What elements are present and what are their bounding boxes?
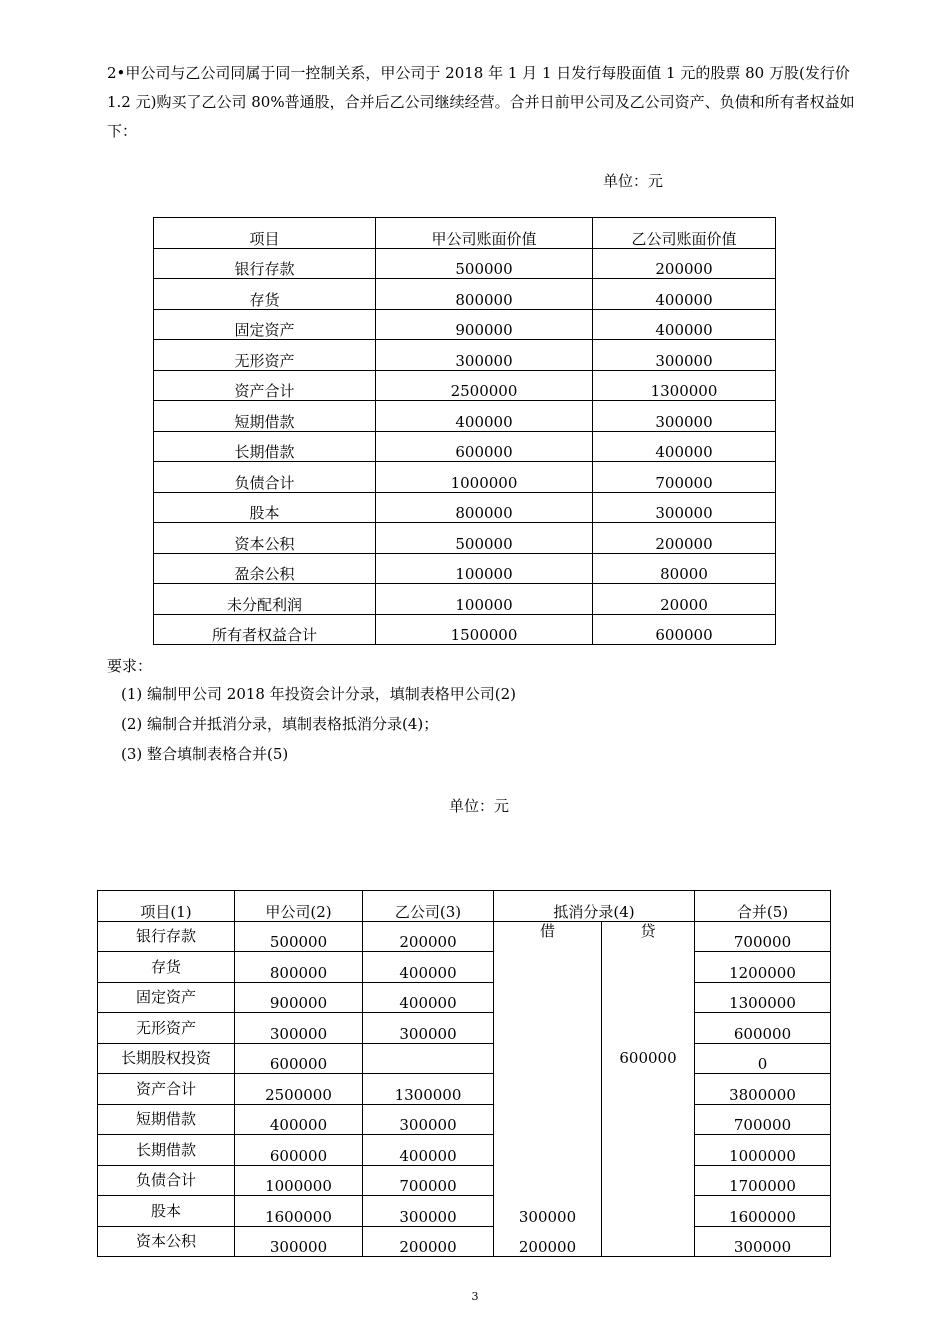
table2-header-row: [98, 891, 831, 922]
table2-total-cell: 1700000: [695, 1165, 831, 1196]
table2-debit-cell: [494, 952, 602, 983]
table2-a-cell: 1600000: [235, 1196, 363, 1227]
table1-cell: 500000: [376, 523, 593, 554]
table2-item-cell: 长期借款: [98, 1135, 235, 1166]
table2-item-cell: 固定资产: [98, 982, 235, 1013]
table2-debit-cell: 300000: [494, 1196, 602, 1227]
table1-row: [154, 401, 776, 432]
requirement-item-2: (2) 编制合并抵消分录，填制表格抵消分录(4)；: [121, 715, 439, 733]
table1-cell: 资产合计: [154, 370, 376, 401]
table2-item-cell: 资产合计: [98, 1074, 235, 1105]
table2-credit-cell: [602, 982, 695, 1013]
table2-a-cell: 300000: [235, 1226, 363, 1257]
balance-sheet-table: [153, 217, 776, 645]
table1-cell: 1000000: [376, 462, 593, 493]
table2-debit-cell: [494, 982, 602, 1013]
table1-cell: 1300000: [593, 370, 776, 401]
table1-cell: 300000: [593, 401, 776, 432]
table2-total-cell: 3800000: [695, 1074, 831, 1105]
table1-cell: 80000: [593, 553, 776, 584]
table2-credit-cell: [602, 1135, 695, 1166]
table2-a-cell: 2500000: [235, 1074, 363, 1105]
table1-cell: 400000: [593, 431, 776, 462]
table2-item-cell: 负债合计: [98, 1165, 235, 1196]
table1-row: [154, 462, 776, 493]
table1-row: [154, 584, 776, 615]
table2-debit-cell: [494, 1135, 602, 1166]
table1-row: [154, 279, 776, 310]
table2-header-cell: 抵消分录(4): [494, 891, 695, 922]
table2-row: [98, 1074, 831, 1105]
consolidation-worksheet-table: [97, 890, 831, 1257]
table2-credit-cell: [602, 1226, 695, 1257]
table2-total-cell: 700000: [695, 921, 831, 952]
table2-credit-cell: 600000: [602, 1043, 695, 1074]
table1-header-cell: 项目: [154, 218, 376, 249]
table2-a-cell: 300000: [235, 1013, 363, 1044]
table2-b-cell: 200000: [363, 1226, 494, 1257]
table2-total-cell: 700000: [695, 1104, 831, 1135]
table2-b-cell: [363, 1043, 494, 1074]
unit-label-1: 单位：元: [603, 172, 664, 190]
table2-a-cell: 800000: [235, 952, 363, 983]
table2-credit-cell: [602, 1074, 695, 1105]
table2-total-cell: 600000: [695, 1013, 831, 1044]
table1-cell: 长期借款: [154, 431, 376, 462]
table2-b-cell: 1300000: [363, 1074, 494, 1105]
table2-b-cell: 400000: [363, 982, 494, 1013]
table2-row: [98, 1135, 831, 1166]
table2-total-cell: 1600000: [695, 1196, 831, 1227]
table2-debit-cell: [494, 1104, 602, 1135]
table2-b-cell: 700000: [363, 1165, 494, 1196]
table2-total-cell: 300000: [695, 1226, 831, 1257]
table2-row: [98, 1043, 831, 1074]
table1-cell: 盈余公积: [154, 553, 376, 584]
table1-cell: 负债合计: [154, 462, 376, 493]
table2-total-cell: 1000000: [695, 1135, 831, 1166]
table2-row: [98, 1226, 831, 1257]
table2-b-cell: 400000: [363, 1135, 494, 1166]
table2-a-cell: 600000: [235, 1135, 363, 1166]
table2-b-cell: 300000: [363, 1013, 494, 1044]
table2-credit-cell: [602, 1165, 695, 1196]
table1-cell: 无形资产: [154, 340, 376, 371]
table1-cell: 股本: [154, 492, 376, 523]
table1-cell: 600000: [593, 614, 776, 645]
page-number: 3: [471, 1290, 479, 1303]
table2-row: [98, 1104, 831, 1135]
table2-row: [98, 982, 831, 1013]
table2-header-cell: 项目(1): [98, 891, 235, 922]
table1-cell: 固定资产: [154, 309, 376, 340]
table2-debit-cell: 200000: [494, 1226, 602, 1257]
requirement-item-3: (3) 整合填制表格合并(5): [121, 745, 289, 763]
requirements-title: 要求：: [107, 657, 153, 675]
table1-cell: 2500000: [376, 370, 593, 401]
table2-debit-cell: [494, 1013, 602, 1044]
table1-cell: 20000: [593, 584, 776, 615]
table2-header-cell: 乙公司(3): [363, 891, 494, 922]
table2-credit-cell: [602, 1196, 695, 1227]
requirement-item-1: (1) 编制甲公司 2018 年投资会计分录，填制表格甲公司(2): [121, 685, 516, 703]
table1-cell: 资本公积: [154, 523, 376, 554]
table2-row: [98, 952, 831, 983]
table2-b-cell: 300000: [363, 1104, 494, 1135]
table2-a-cell: 600000: [235, 1043, 363, 1074]
table1-header-row: [154, 218, 776, 249]
table2-item-cell: 长期股权投资: [98, 1043, 235, 1074]
table1-cell: 存货: [154, 279, 376, 310]
table1-cell: 银行存款: [154, 248, 376, 279]
table2-item-cell: 存货: [98, 952, 235, 983]
table2-debit-cell: [494, 1043, 602, 1074]
table2-credit-cell: [602, 1013, 695, 1044]
table2-b-cell: 300000: [363, 1196, 494, 1227]
table1-cell: 100000: [376, 584, 593, 615]
table2-row: [98, 1196, 831, 1227]
table1-cell: 300000: [376, 340, 593, 371]
table1-row: [154, 523, 776, 554]
table2-item-cell: 银行存款: [98, 921, 235, 952]
table2-row: [98, 1165, 831, 1196]
table1-cell: 800000: [376, 279, 593, 310]
table2-b-cell: 200000: [363, 921, 494, 952]
table2-header-cell: 甲公司(2): [235, 891, 363, 922]
table2-header-cell: 合并(5): [695, 891, 831, 922]
table1-cell: 未分配利润: [154, 584, 376, 615]
table2-a-cell: 1000000: [235, 1165, 363, 1196]
table1-row: [154, 370, 776, 401]
table1-row: [154, 248, 776, 279]
table2-total-cell: 1200000: [695, 952, 831, 983]
table1-row: [154, 553, 776, 584]
table1-cell: 500000: [376, 248, 593, 279]
table1-row: [154, 309, 776, 340]
table2-a-cell: 900000: [235, 982, 363, 1013]
table1-header-cell: 乙公司账面价值: [593, 218, 776, 249]
table2-debit-cell: [494, 1074, 602, 1105]
table2-credit-cell: [602, 1104, 695, 1135]
table1-cell: 短期借款: [154, 401, 376, 432]
table1-cell: 300000: [593, 492, 776, 523]
table2-credit-cell: [602, 952, 695, 983]
table2-item-cell: 股本: [98, 1196, 235, 1227]
table2-b-cell: 400000: [363, 952, 494, 983]
table1-header-cell: 甲公司账面价值: [376, 218, 593, 249]
table2-a-cell: 500000: [235, 921, 363, 952]
table2-item-cell: 资本公积: [98, 1226, 235, 1257]
table2-debit-cell: 借: [494, 921, 602, 952]
table1-cell: 1500000: [376, 614, 593, 645]
table2-a-cell: 400000: [235, 1104, 363, 1135]
table1-cell: 700000: [593, 462, 776, 493]
table1-cell: 300000: [593, 340, 776, 371]
table1-cell: 400000: [593, 309, 776, 340]
table1-row: [154, 614, 776, 645]
table1-cell: 100000: [376, 553, 593, 584]
table1-row: [154, 431, 776, 462]
table1-cell: 所有者权益合计: [154, 614, 376, 645]
table2-row: [98, 921, 831, 952]
table2-row: [98, 1013, 831, 1044]
table2-item-cell: 短期借款: [98, 1104, 235, 1135]
table2-total-cell: 1300000: [695, 982, 831, 1013]
table1-cell: 200000: [593, 248, 776, 279]
table1-row: [154, 492, 776, 523]
table2-item-cell: 无形资产: [98, 1013, 235, 1044]
table1-cell: 400000: [376, 401, 593, 432]
table1-cell: 600000: [376, 431, 593, 462]
table1-cell: 900000: [376, 309, 593, 340]
table2-debit-cell: [494, 1165, 602, 1196]
table1-cell: 200000: [593, 523, 776, 554]
unit-label-2: 单位：元: [449, 797, 510, 815]
table2-total-cell: 0: [695, 1043, 831, 1074]
table2-credit-cell: 贷: [602, 921, 695, 952]
table1-row: [154, 340, 776, 371]
table1-cell: 800000: [376, 492, 593, 523]
intro-paragraph: 2•甲公司与乙公司同属于同一控制关系，甲公司于 2018 年 1 月 1 日发行每股面值 1 元的股票 80 万股(发行价 1.2 元)购买了乙公司 80%普通股，合并后乙公司继续经营。合并日前甲公司及乙公司资产、负债和所有者权益如下：: [107, 64, 855, 140]
table1-cell: 400000: [593, 279, 776, 310]
